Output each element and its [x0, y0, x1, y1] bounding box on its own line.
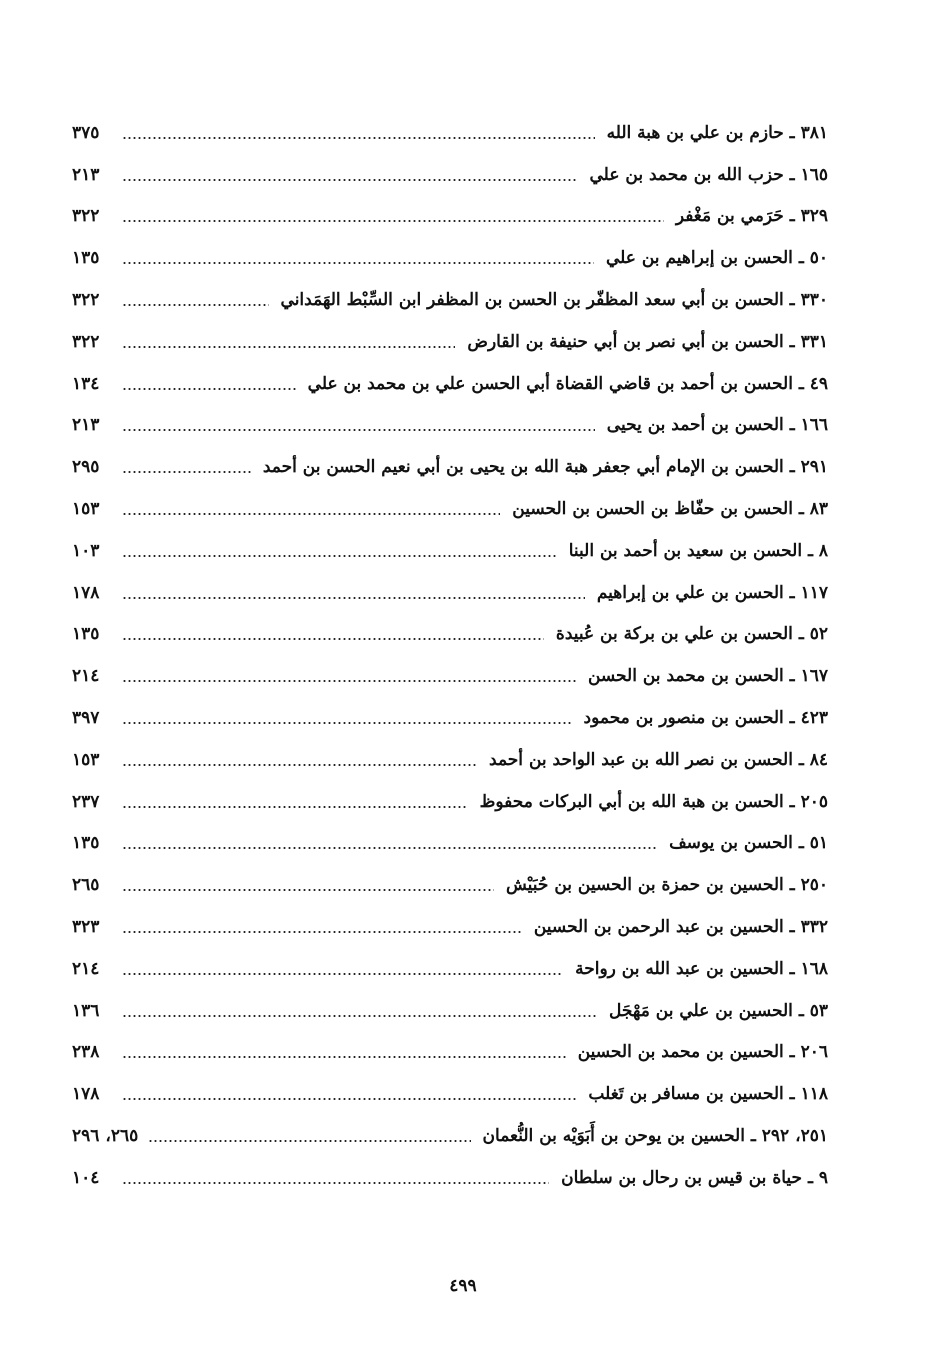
index-entry — [72, 906, 828, 948]
entry-name: ٨٣ ـ الحسن بن حفّاظ بن الحسن بن الحسين — [512, 499, 828, 520]
dot-leader — [122, 847, 657, 849]
entry-name: ٢٠٦ ـ الحسين بن محمد بن الحسين — [577, 1042, 828, 1063]
index-list — [72, 112, 828, 1199]
entry-page-ref: ٢٦٥، ٢٩٦ — [72, 1126, 139, 1147]
entry-name: ٢٥٠ ـ الحسين بن حمزة بن الحسين بن حُبَيْش — [505, 875, 828, 896]
index-entry — [72, 823, 828, 865]
entry-page-ref: ١٣٦ — [72, 1000, 100, 1021]
index-entry — [72, 990, 828, 1032]
dot-leader — [122, 304, 269, 306]
entry-page-ref: ١٥٣ — [72, 749, 100, 770]
entry-page-ref: ٢١٣ — [72, 415, 100, 436]
index-entry — [72, 948, 828, 990]
entry-name: ٥١ ـ الحسن بن يوسف — [669, 833, 828, 854]
index-entry — [72, 196, 828, 238]
entry-name: ٥٠ ـ الحسن بن إبراهيم بن علي — [606, 248, 828, 269]
entry-name: ٤٢٣ ـ الحسن بن منصور بن محمود — [583, 708, 828, 729]
entry-page-ref: ٢١٤ — [72, 958, 100, 979]
dot-leader — [122, 680, 576, 682]
dot-leader — [122, 179, 578, 181]
entry-name: ٥٢ ـ الحسن بن علي بن بركة بن عُبيدة — [555, 624, 828, 645]
dot-leader — [122, 973, 563, 975]
dot-leader — [122, 1182, 549, 1184]
dot-leader — [122, 513, 500, 515]
entry-page-ref: ٣٢٢ — [72, 206, 100, 227]
entry-page-ref: ١٣٥ — [72, 624, 100, 645]
dot-leader — [122, 555, 557, 557]
page-number: ٤٩٩ — [449, 1276, 477, 1296]
index-entry — [72, 739, 828, 781]
dot-leader — [122, 1056, 566, 1058]
dot-leader — [122, 597, 585, 599]
index-entry — [72, 112, 828, 154]
index-entry — [72, 781, 828, 823]
entry-page-ref: ٣٢٢ — [72, 331, 100, 352]
index-entry — [72, 279, 828, 321]
index-entry — [72, 864, 828, 906]
dot-leader — [122, 388, 296, 390]
index-entry — [72, 1115, 828, 1157]
entry-page-ref: ٢٦٥ — [72, 875, 100, 896]
entry-name: ١١٧ ـ الحسن بن علي بن إبراهيم — [596, 582, 828, 603]
entry-page-ref: ١٣٤ — [72, 373, 100, 394]
entry-name: ٣٣٠ ـ الحسن بن أبي سعد المظفّر بن الحسن بن المظفر ابن السِّبْط الهَمَداني — [280, 290, 828, 311]
entry-name: ٢٠٥ ـ الحسن بن هبة الله بن أبي البركات محفوظ — [479, 791, 828, 812]
entry-page-ref: ٢١٤ — [72, 666, 100, 687]
index-entry — [72, 530, 828, 572]
dot-leader — [122, 262, 594, 264]
dot-leader — [122, 1098, 576, 1100]
entry-name: ٨٤ ـ الحسن بن نصر الله بن عبد الواحد بن أحمد — [489, 749, 828, 770]
dot-leader — [122, 346, 455, 348]
index-entry — [72, 1157, 828, 1199]
dot-leader — [122, 1015, 597, 1017]
index-entry — [72, 614, 828, 656]
entry-name: ١١٨ ـ الحسين بن مسافر بن تَغلب — [588, 1084, 828, 1105]
dot-leader — [148, 1140, 470, 1142]
entry-page-ref: ٢١٣ — [72, 164, 100, 185]
entry-name: ٤٩ ـ الحسن بن أحمد بن قاضي القضاة أبي الحسن علي بن محمد بن علي — [307, 373, 828, 394]
index-entry — [72, 488, 828, 530]
dot-leader — [122, 638, 544, 640]
entry-page-ref: ١٣٥ — [72, 833, 100, 854]
entry-page-ref: ٢٩٥ — [72, 457, 100, 478]
index-entry — [72, 1073, 828, 1115]
index-entry — [72, 363, 828, 405]
entry-name: ٢٥١، ٢٩٢ ـ الحسين بن يوحن بن أَبَوَيْه بن النُّعمان — [482, 1126, 828, 1147]
index-entry — [72, 446, 828, 488]
entry-name: ١٦٨ ـ الحسين بن عبد الله بن رواحة — [575, 958, 828, 979]
entry-page-ref: ٣٢٣ — [72, 917, 100, 938]
entry-page-ref: ٢٣٧ — [72, 791, 100, 812]
index-entry — [72, 237, 828, 279]
entry-name: ٣٣٢ ـ الحسين بن عبد الرحمن بن الحسين — [533, 917, 828, 938]
index-entry — [72, 154, 828, 196]
entry-name: ١٦٥ ـ حزب الله بن محمد بن علي — [589, 164, 828, 185]
index-entry — [72, 697, 828, 739]
dot-leader — [122, 471, 251, 473]
index-entry — [72, 655, 828, 697]
dot-leader — [122, 931, 522, 933]
entry-page-ref: ١٧٨ — [72, 1084, 100, 1105]
dot-leader — [122, 429, 595, 431]
index-entry — [72, 1032, 828, 1074]
entry-name: ٨ ـ الحسن بن سعيد بن أحمد بن البنا — [568, 540, 828, 561]
dot-leader — [122, 137, 595, 139]
entry-name: ٢٩١ ـ الحسن بن الإمام أبي جعفر هبة الله بن يحيى بن أبي نعيم الحسن بن أحمد — [262, 457, 828, 478]
index-entry — [72, 405, 828, 447]
entry-page-ref: ٣٧٥ — [72, 122, 100, 143]
dot-leader — [122, 806, 468, 808]
dot-leader — [122, 220, 664, 222]
entry-name: ١٦٧ ـ الحسن بن محمد بن الحسن — [587, 666, 828, 687]
entry-page-ref: ١٠٤ — [72, 1167, 100, 1188]
entry-name: ٥٣ ـ الحسين بن علي بن مَهْجَل — [609, 1000, 828, 1021]
dot-leader — [122, 764, 477, 766]
index-entry — [72, 572, 828, 614]
entry-page-ref: ٣٢٢ — [72, 290, 100, 311]
entry-page-ref: ١٥٣ — [72, 499, 100, 520]
index-entry — [72, 321, 828, 363]
dot-leader — [122, 722, 572, 724]
entry-page-ref: ٣٩٧ — [72, 708, 100, 729]
entry-name: ٣٣١ ـ الحسن بن أبي نصر بن أبي حنيفة بن القارض — [467, 331, 828, 352]
entry-name: ٣٢٩ ـ حَرَمي بن مَغْفر — [675, 206, 828, 227]
entry-page-ref: ٢٣٨ — [72, 1042, 100, 1063]
dot-leader — [122, 889, 494, 891]
entry-name: ١٦٦ ـ الحسن بن أحمد بن يحيى — [606, 415, 828, 436]
entry-page-ref: ١٧٨ — [72, 582, 100, 603]
entry-page-ref: ١٠٣ — [72, 540, 100, 561]
entry-name: ٩ ـ حياة بن قيس بن رحال بن سلطان — [561, 1167, 828, 1188]
entry-name: ٣٨١ ـ حازم بن علي بن هبة الله — [606, 122, 828, 143]
entry-page-ref: ١٣٥ — [72, 248, 100, 269]
